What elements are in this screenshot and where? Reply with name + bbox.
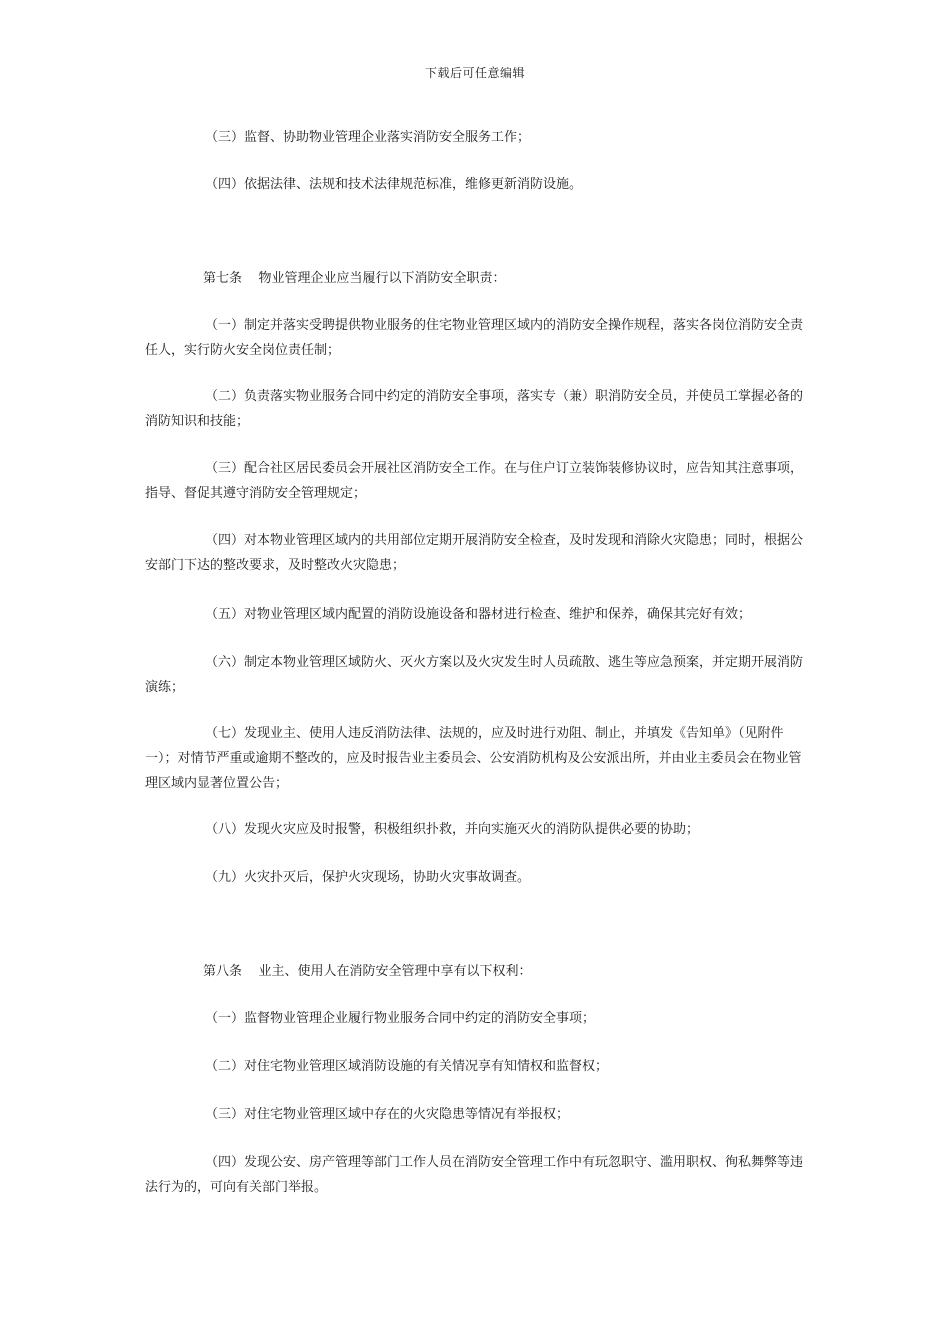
- paragraph: （四）发现公安、房产管理等部门工作人员在消防安全管理工作中有玩忽职守、滥用职权、徇私舞弊等违法行为的，可向有关部门举报。: [145, 1155, 804, 1195]
- paragraph: （三）对住宅物业管理区域中存在的火灾隐患等情况有举报权；: [205, 1107, 570, 1122]
- paragraph: （六）制定本物业管理区域防火、灭火方案以及火灾发生时人员疏散、逃生等应急预案，并定期开展消防演练；: [145, 655, 804, 695]
- paragraph: （五）对物业管理区域内配置的消防设施设备和器材进行检查、维护和保养，确保其完好有效；: [205, 607, 752, 622]
- paragraph: （八）发现火灾应及时报警，积极组织扑救，并向实施灭火的消防队提供必要的协助；: [205, 822, 700, 837]
- article-heading: 第八条 业主、使用人在消防安全管理中享有以下权利：: [203, 964, 532, 979]
- paragraph: （七）发现业主、使用人违反消防法律、法规的，应及时进行劝阻、制止，并填发《告知单》（见附件一）；对情节严重或逾期不整改的，应及时报告业主委员会、公安消防机构及公安派出所，并由业主委员会在物业管理区域内显著位置公告；: [145, 726, 802, 791]
- paragraph: （二）负责落实物业服务合同中约定的消防安全事项，落实专（兼）职消防安全员，并使员工掌握必备的消防知识和技能；: [145, 389, 804, 429]
- paragraph: （三）配合社区居民委员会开展社区消防安全工作。在与住户订立装饰装修协议时，应告知其注意事项，指导、督促其遵守消防安全管理规定；: [145, 461, 804, 501]
- paragraph: （四）依据法律、法规和技术法律规范标准，维修更新消防设施。: [205, 177, 583, 192]
- article-heading: 第七条 物业管理企业应当履行以下消防安全职责：: [203, 271, 506, 286]
- page-header: 下载后可任意编辑: [424, 66, 525, 80]
- paragraph: （二）对住宅物业管理区域消防设施的有关情况享有知情权和监督权；: [205, 1059, 609, 1074]
- paragraph: （三）监督、协助物业管理企业落实消防安全服务工作；: [205, 130, 531, 145]
- paragraph: （四）对本物业管理区域内的共用部位定期开展消防安全检查，及时发现和消除火灾隐患；同时，根据公安部门下达的整改要求，及时整改火灾隐患；: [145, 533, 804, 573]
- paragraph: （一）监督物业管理企业履行物业服务合同中约定的消防安全事项；: [205, 1011, 596, 1026]
- paragraph: （九）火灾扑灭后，保护火灾现场，协助火灾事故调查。: [205, 870, 531, 885]
- paragraph: （一）制定并落实受聘提供物业服务的住宅物业管理区域内的消防安全操作规程，落实各岗位消防安全责任人，实行防火安全岗位责任制；: [145, 318, 804, 358]
